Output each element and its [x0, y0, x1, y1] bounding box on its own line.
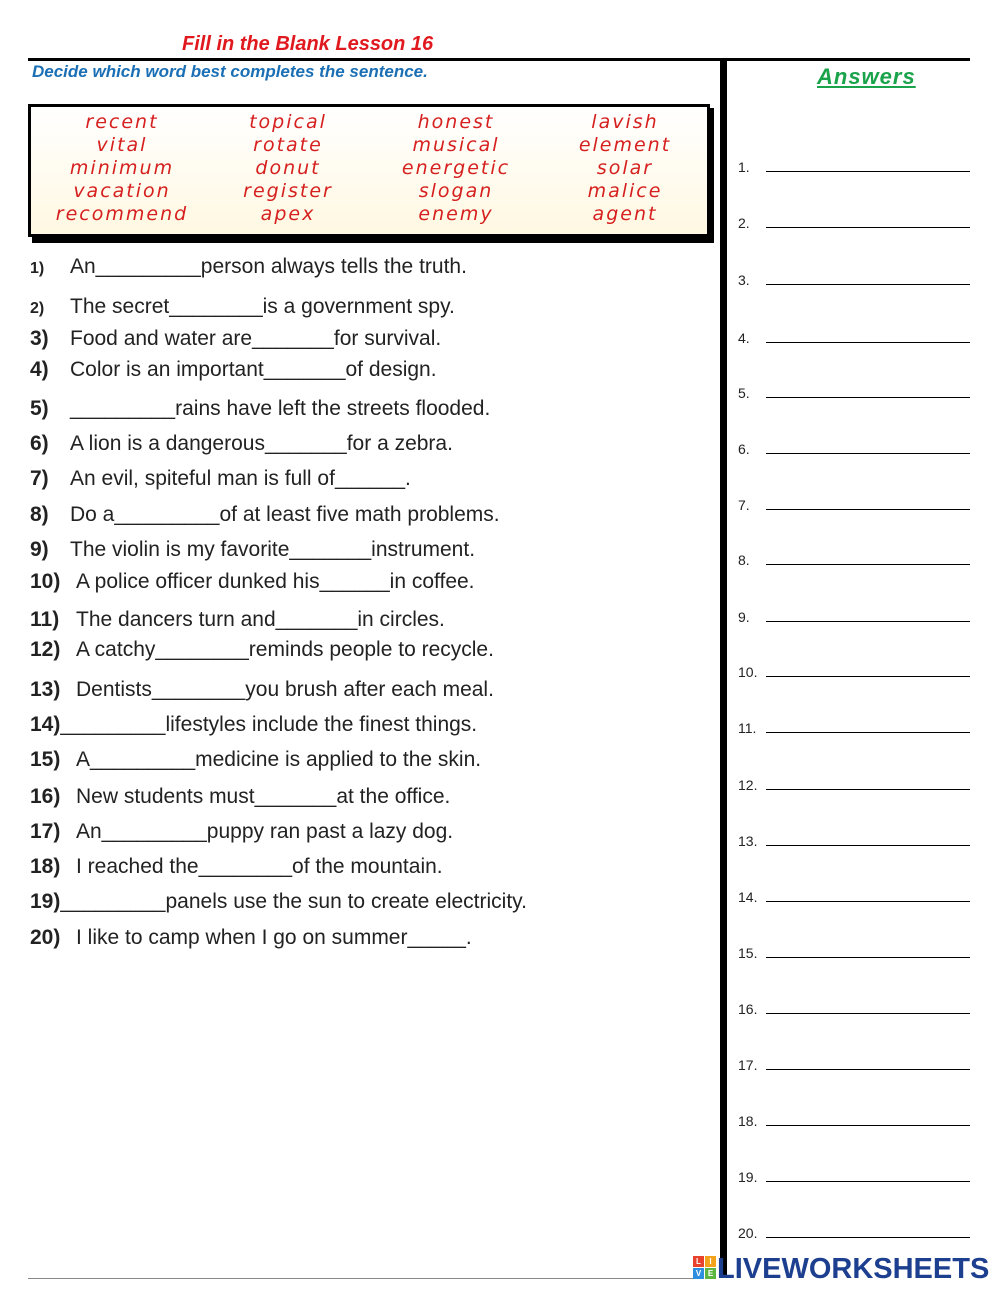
answer-number: 14.: [738, 889, 758, 905]
worksheet-title: Fill in the Blank Lesson 16: [182, 33, 434, 55]
logo-mark-letter: L: [693, 1256, 704, 1267]
bottom-rule: [28, 1278, 693, 1279]
word-bank-column-3: [371, 111, 541, 226]
bank-word: musical: [412, 134, 500, 156]
answer-line[interactable]: [766, 453, 970, 454]
question-text: An_________puppy ran past a lazy dog.: [76, 820, 454, 843]
answer-number: 18.: [738, 1113, 758, 1129]
answer-field-1[interactable]: [738, 159, 970, 177]
answer-field-6[interactable]: [738, 441, 970, 459]
answer-number: 2.: [738, 215, 750, 231]
question-number: 20): [30, 926, 61, 949]
question-5: [30, 397, 490, 421]
answer-line[interactable]: [766, 284, 970, 285]
word-bank-column-4: [540, 111, 710, 226]
answer-field-10[interactable]: [738, 664, 970, 682]
question-number: 15): [30, 748, 61, 771]
question-text: An evil, spiteful man is full of______.: [70, 467, 411, 490]
answer-number: 13.: [738, 833, 758, 849]
column-divider: [720, 60, 727, 1278]
question-12: [30, 638, 494, 662]
question-text: The dancers turn and_______in circles.: [76, 608, 445, 631]
question-6: [30, 432, 453, 456]
bank-word: donut: [255, 157, 321, 179]
question-number: 4): [30, 358, 49, 381]
answer-line[interactable]: [766, 621, 970, 622]
answer-field-18[interactable]: [738, 1113, 970, 1131]
question-text: The violin is my favorite_______instrument.: [70, 538, 476, 561]
question-2: [30, 295, 455, 319]
answer-line[interactable]: [766, 342, 970, 343]
answer-line[interactable]: [766, 1013, 970, 1014]
question-14: [30, 713, 477, 737]
question-11: [30, 608, 445, 632]
question-text: Do a_________of at least five math problems.: [70, 503, 500, 526]
answer-line[interactable]: [766, 227, 970, 228]
question-number: 1): [30, 260, 45, 277]
question-18: [30, 855, 443, 879]
question-9: [30, 538, 475, 562]
question-number: 3): [30, 327, 49, 350]
bank-word: honest: [417, 111, 495, 133]
question-15: [30, 748, 481, 772]
answer-field-20[interactable]: [738, 1225, 970, 1243]
question-text: A_________medicine is applied to the skin.: [76, 748, 482, 771]
answer-field-12[interactable]: [738, 777, 970, 795]
question-number: 10): [30, 570, 61, 593]
question-text: Color is an important_______of design.: [70, 358, 437, 381]
question-number: 18): [30, 855, 61, 878]
answer-line[interactable]: [766, 676, 970, 677]
bank-word: lavish: [591, 111, 659, 133]
question-13: [30, 678, 494, 702]
answer-number: 12.: [738, 777, 758, 793]
answer-field-8[interactable]: [738, 552, 970, 570]
answer-field-7[interactable]: [738, 497, 970, 515]
answer-number: 19.: [738, 1169, 758, 1185]
logo-mark-letter: I: [705, 1256, 716, 1267]
question-text: Dentists________you brush after each meal.: [76, 678, 494, 701]
word-bank-column-1: [37, 111, 207, 226]
question-7: [30, 467, 411, 491]
answer-field-19[interactable]: [738, 1169, 970, 1187]
bank-word: recent: [85, 111, 159, 133]
answer-line[interactable]: [766, 1181, 970, 1182]
word-bank: [28, 104, 710, 237]
bank-word: solar: [596, 157, 654, 179]
answer-number: 9.: [738, 609, 750, 625]
question-text: New students must_______at the office.: [76, 785, 451, 808]
bank-word: element: [578, 134, 672, 156]
answer-number: 3.: [738, 272, 750, 288]
answer-line[interactable]: [766, 732, 970, 733]
answer-field-2[interactable]: [738, 215, 970, 233]
answer-number: 8.: [738, 552, 750, 568]
answer-field-15[interactable]: [738, 945, 970, 963]
question-20: [30, 926, 472, 950]
question-text: I reached the________of the mountain.: [76, 855, 443, 878]
answer-number: 1.: [738, 159, 750, 175]
question-17: [30, 820, 453, 844]
bank-word: malice: [587, 180, 663, 202]
question-number: 8): [30, 503, 49, 526]
answer-field-16[interactable]: [738, 1001, 970, 1019]
answer-line[interactable]: [766, 901, 970, 902]
bank-word: register: [243, 180, 333, 202]
answer-line[interactable]: [766, 1237, 970, 1238]
answer-line[interactable]: [766, 171, 970, 172]
answer-number: 15.: [738, 945, 758, 961]
question-text: The secret________is a government spy.: [70, 295, 455, 318]
question-number: 17): [30, 820, 61, 843]
answer-field-17[interactable]: [738, 1057, 970, 1075]
answer-line[interactable]: [766, 564, 970, 565]
answer-field-9[interactable]: [738, 609, 970, 627]
answer-number: 6.: [738, 441, 750, 457]
answer-line[interactable]: [766, 845, 970, 846]
answer-line[interactable]: [766, 1069, 970, 1070]
question-number: 13): [30, 678, 61, 701]
answer-number: 4.: [738, 330, 750, 346]
bank-word: enemy: [418, 203, 494, 225]
question-number: 6): [30, 432, 49, 455]
question-1: [30, 255, 467, 279]
question-number: 7): [30, 467, 49, 490]
bank-word: energetic: [401, 157, 511, 179]
answer-line[interactable]: [766, 1125, 970, 1126]
answer-number: 20.: [738, 1225, 758, 1241]
question-number: 14): [30, 713, 61, 736]
bank-word: agent: [592, 203, 658, 225]
question-number: 9): [30, 538, 49, 561]
answer-line[interactable]: [766, 957, 970, 958]
question-number: 5): [30, 397, 49, 420]
answer-number: 11.: [738, 720, 757, 736]
question-text: A lion is a dangerous_______for a zebra.: [70, 432, 453, 455]
answer-field-13[interactable]: [738, 833, 970, 851]
logo-mark-letter: E: [705, 1268, 716, 1279]
answer-number: 5.: [738, 385, 750, 401]
answer-field-5[interactable]: [738, 385, 970, 403]
bank-word: vacation: [73, 180, 171, 202]
question-text: I like to camp when I go on summer_____.: [76, 926, 472, 949]
logo-text: LIVEWORKSHEETS: [717, 1253, 990, 1285]
question-text: _________panels use the sun to create electricity.: [60, 890, 527, 913]
bank-word: vital: [96, 134, 148, 156]
question-number: 11): [30, 608, 60, 631]
answer-field-14[interactable]: [738, 889, 970, 907]
logo-mark-letter: V: [693, 1268, 704, 1279]
question-text: _________lifestyles include the finest things.: [60, 713, 478, 736]
answer-number: 16.: [738, 1001, 758, 1017]
bank-word: apex: [260, 203, 316, 225]
bank-word: minimum: [69, 157, 175, 179]
question-text: A police officer dunked his______in coffee.: [76, 570, 475, 593]
bank-word: slogan: [418, 180, 494, 202]
word-bank-column-2: [203, 111, 373, 226]
question-8: [30, 503, 500, 527]
question-text: _________rains have left the streets flooded.: [70, 397, 491, 420]
answer-line[interactable]: [766, 509, 970, 510]
logo-mark-icon: [693, 1256, 717, 1280]
answer-field-4[interactable]: [738, 330, 970, 348]
question-number: 2): [30, 300, 45, 317]
question-4: [30, 358, 437, 382]
question-19: [30, 890, 527, 914]
question-number: 19): [30, 890, 61, 913]
answer-field-11[interactable]: [738, 720, 970, 738]
answer-line[interactable]: [766, 789, 970, 790]
bank-word: topical: [249, 111, 327, 133]
answer-number: 7.: [738, 497, 750, 513]
question-16: [30, 785, 450, 809]
top-rule: [28, 58, 970, 61]
answer-line[interactable]: [766, 397, 970, 398]
question-text: A catchy________reminds people to recycle.: [76, 638, 494, 661]
bank-word: recommend: [55, 203, 189, 225]
answer-number: 10.: [738, 664, 758, 680]
answers-heading: Answers: [817, 64, 916, 89]
question-text: Food and water are_______for survival.: [70, 327, 442, 350]
question-3: [30, 327, 441, 351]
instructions: Decide which word best completes the sentence.: [32, 62, 428, 81]
question-number: 16): [30, 785, 61, 808]
question-10: [30, 570, 475, 594]
question-number: 12): [30, 638, 61, 661]
bank-word: rotate: [253, 134, 323, 156]
question-text: An_________person always tells the truth.: [70, 255, 467, 278]
answer-number: 17.: [738, 1057, 758, 1073]
answer-field-3[interactable]: [738, 272, 970, 290]
